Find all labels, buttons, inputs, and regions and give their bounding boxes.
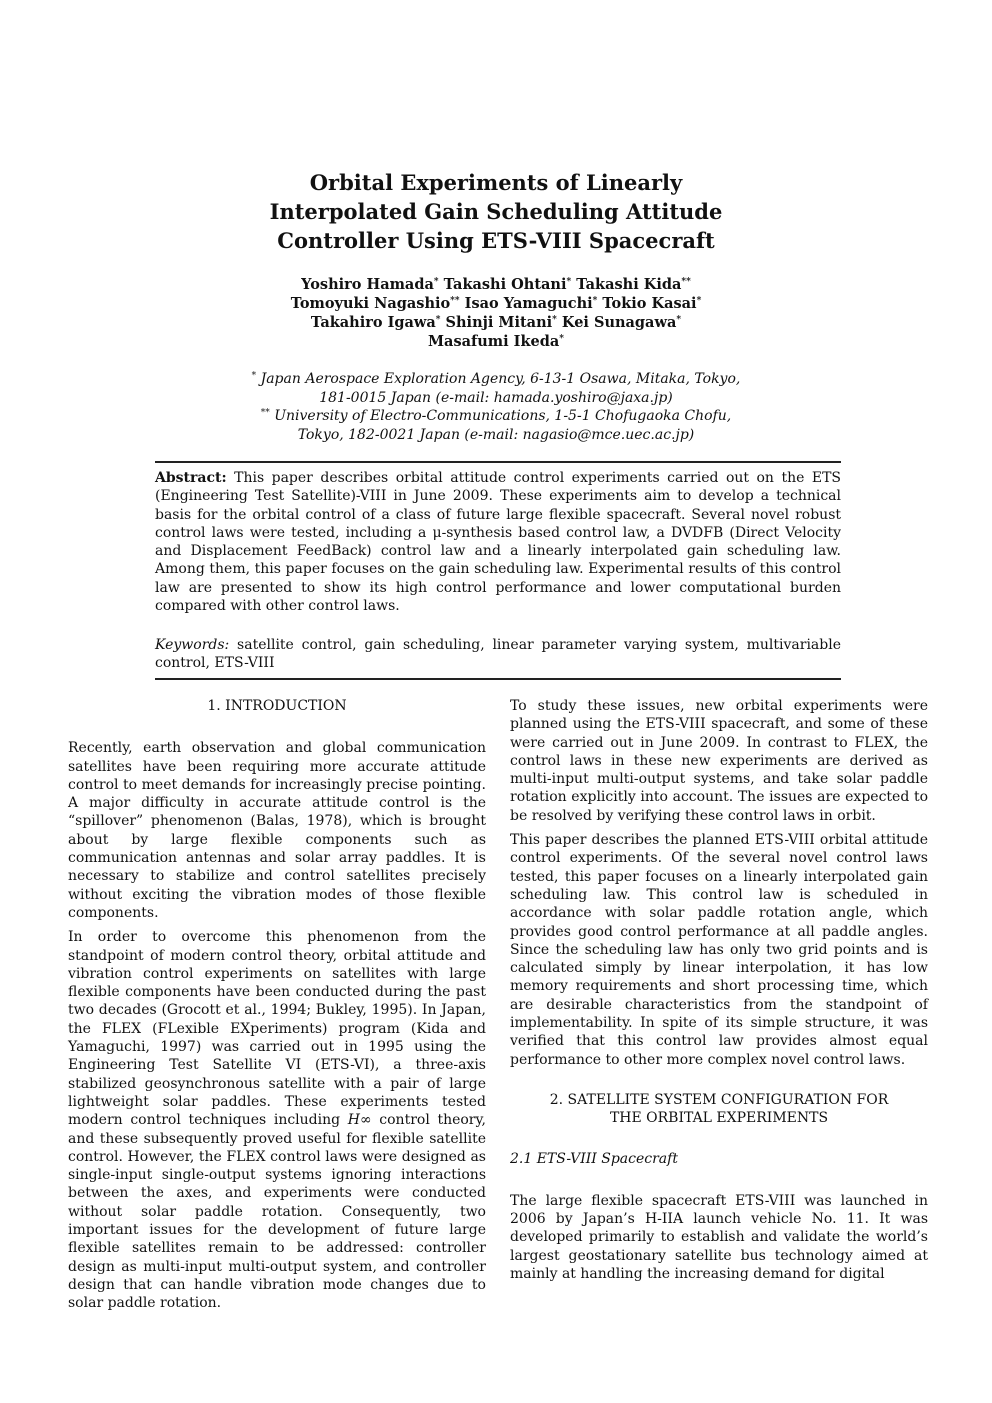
abstract-label: Abstract:: [155, 470, 227, 486]
author-line: [0, 275, 992, 294]
keywords-text: satellite control, gain scheduling, linear parameter varying system, multivariable control, ETS-VIII: [155, 637, 842, 672]
author-line: [0, 332, 992, 351]
divider-bottom: [155, 678, 841, 680]
affil-mark: *: [552, 315, 557, 325]
affiliation-line: Tokyo, 182-0021 Japan (e-mail: nagasio@mce.uec.ac.jp): [297, 426, 695, 443]
author-name: Kei Sunagawa: [561, 314, 677, 331]
author-name: Yoshiro Hamada: [301, 276, 434, 293]
author-name: Masafumi Ikeda: [428, 333, 560, 350]
affil-mark: **: [681, 277, 691, 287]
affiliation-line: 181-0015 Japan (e-mail: hamada.yoshiro@jaxa.jp): [319, 389, 673, 406]
affil-mark: *: [696, 296, 702, 306]
paragraph: To study these issues, new orbital experiments were planned using the ETS-VIII spacecraft, and some of these were carried out in June 2009. In contrast to FLEX, the control laws in these new experiments are derived as multi-input multi-output systems, and take solar paddle rotation explicitly into account. The issues are expected to be resolved by verifying these control laws in orbit.: [510, 698, 928, 824]
affil-mark: *: [566, 277, 572, 287]
author-name: Shinji Mitani: [445, 314, 553, 331]
section-heading-line: 2. SATELLITE SYSTEM CONFIGURATION FOR: [549, 1091, 889, 1108]
divider-top: [155, 461, 841, 463]
section-heading: 1. INTRODUCTION: [207, 698, 347, 714]
author-line: [0, 313, 992, 332]
author-name: Tomoyuki Nagashio: [290, 295, 451, 312]
title-line: Orbital Experiments of Linearly: [309, 170, 683, 195]
paragraph-text: control theory, and these subsequently proved useful for flexible satellite control. However, the FLEX control laws were designed as single-input single-output systems ignoring interactions between the axes, and experiments were conducted without solar paddle rotation. Consequently, two important issues for the development of future large flexible satellites remain to be addressed: controller design as multi-input multi-output system, and controller design that can handle vibration mode changes due to solar paddle rotation.: [68, 1112, 486, 1312]
paragraph: The large flexible spacecraft ETS-VIII was launched in 2006 by Japan’s H-IIA launch vehicle No. 11. It was developed primarily to establish and validate the world’s largest geostationary satellite bus technology aimed at mainly at handling the increasing demand for digital: [510, 1192, 928, 1283]
section-heading-line: THE ORBITAL EXPERIMENTS: [609, 1110, 829, 1127]
affil-mark: *: [433, 277, 439, 287]
title-line: Interpolated Gain Scheduling Attitude: [269, 199, 723, 224]
section-heading: [510, 1091, 928, 1128]
abstract-text: This paper describes orbital attitude control experiments carried out on the ETS (Engineering Test Satellite)-VIII in June 2009. These experiments aim to develop a technical basis for the orbital control of a class of future large flexible spacecraft. Several novel robust control laws were tested, including a μ-synthesis based control law, a DVDFB (Direct Velocity and Displacement FeedBack) control law and a linearly interpolated gain scheduling law. Among them, this paper focuses on the gain scheduling law. Experimental results of this control law are presented to show its high control performance and lower computational burden compared with other control laws.: [155, 470, 842, 615]
affil-mark: *: [435, 315, 441, 325]
affiliation-line: [0, 407, 992, 426]
author-name: Takahiro Igawa: [310, 314, 436, 331]
affil-mark: **: [450, 296, 460, 306]
affil-mark: *: [251, 371, 257, 381]
paper-title: [0, 168, 992, 255]
abstract: [155, 469, 841, 615]
keywords-label: Keywords:: [155, 637, 230, 653]
affiliation-text: University of Electro-Communications, 1-5-1 Chofugaoka Chofu,: [274, 408, 732, 424]
keywords: [155, 636, 841, 673]
affiliations: [0, 370, 992, 444]
subsection-heading: 2.1 ETS-VIII Spacecraft: [510, 1150, 678, 1167]
paragraph: This paper describes the planned ETS-VIII orbital attitude control experiments. Of the several novel control laws tested, this paper focuses on a linearly interpolated gain scheduling law. This control law is scheduled in accordance with solar paddle rotation angle, which provides good control performance at all paddle angles. Since the scheduling law has only two grid points and is calculated simply by linear interpolation, it has low memory requirements and short processing time, which are desirable characteristics from the standpoint of implementability. In spite of its simple structure, it was verified that this control law provides almost equal performance to other more complex novel control laws.: [510, 832, 928, 1068]
affil-mark: *: [592, 296, 598, 306]
paragraph: [68, 928, 486, 1312]
affiliation-line: [0, 370, 992, 389]
right-column: [510, 697, 928, 1289]
affil-mark: **: [260, 408, 270, 418]
author-name: Takashi Kida: [576, 276, 682, 293]
author-name: Isao Yamaguchi: [464, 295, 593, 312]
author-name: Tokio Kasai: [602, 295, 697, 312]
author-line: [0, 294, 992, 313]
affiliation-text: Japan Aerospace Exploration Agency, 6-13-1 Osawa, Mitaka, Tokyo,: [260, 371, 741, 387]
paragraph-text: In order to overcome this phenomenon from the standpoint of modern control theory, orbital attitude and vibration control experiments on satellites with large flexible components have been conducted during the past two decades (Grocott et al., 1994; Bukley, 1995). In Japan, the FLEX (FLexible EXperiments) program (Kida and Yamaguchi, 1997) was carried out in 1995 using the Engineering Test Satellite VI (ETS-VI), a three-axis stabilized geosynchronous satellite with a pair of large lightweight solar paddles. These experiments tested modern control techniques including: [68, 929, 486, 1129]
paragraph: Recently, earth observation and global communication satellites have been requiring more accurate attitude control to meet demands for increasingly precise pointing. A major difficulty in accurate attitude control is the “spillover” phenomenon (Balas, 1978), which is brought about by large flexible components such as communication antennas and solar array paddles. It is necessary to stabilize and control satellites precisely without exciting the vibration modes of those flexible components.: [68, 740, 486, 921]
affil-mark: *: [676, 315, 682, 325]
affil-mark: *: [559, 334, 564, 344]
author-name: Takashi Ohtani: [443, 276, 567, 293]
left-column: [68, 697, 486, 1319]
author-list: [0, 275, 992, 351]
math-h-infinity: H∞: [347, 1112, 372, 1129]
title-line: Controller Using ETS-VIII Spacecraft: [277, 228, 715, 253]
